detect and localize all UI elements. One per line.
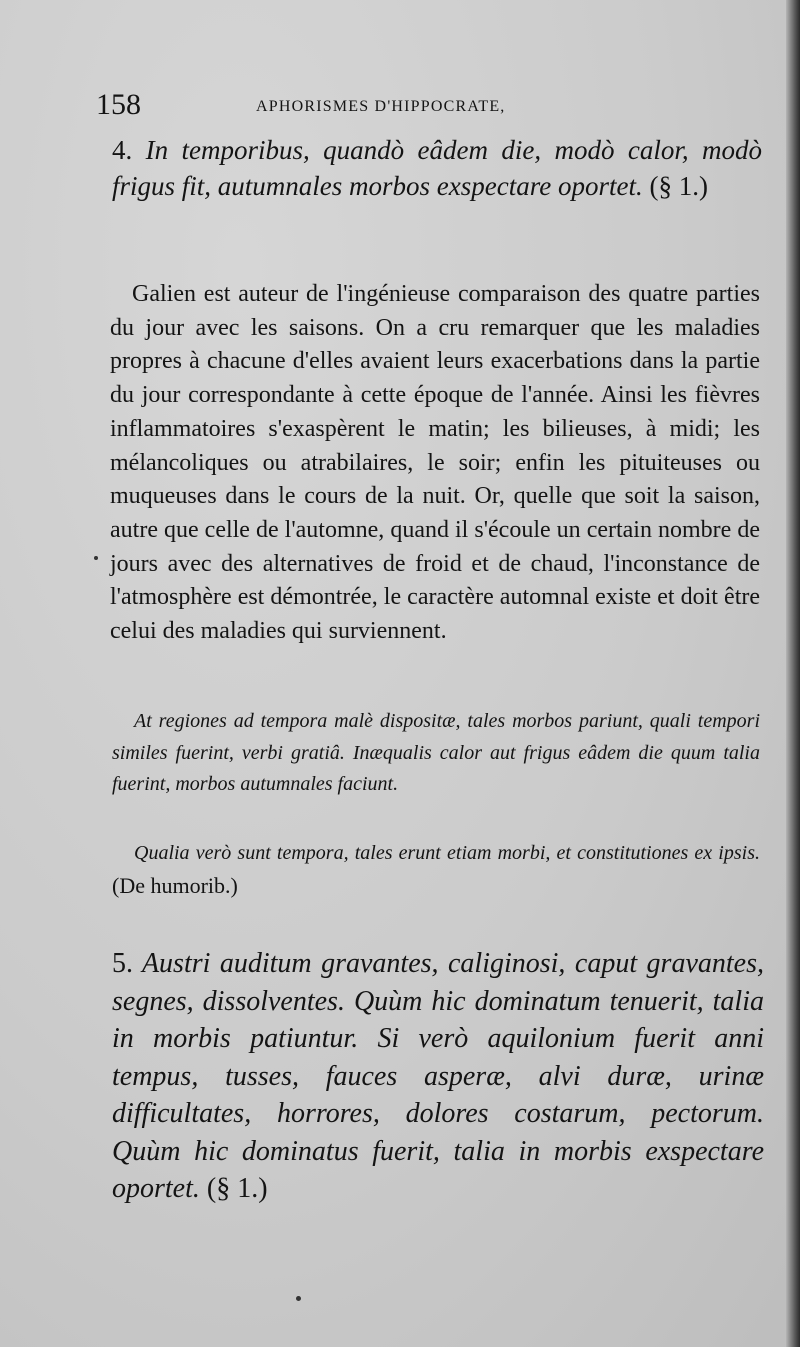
aphorism-number: 5. — [112, 948, 133, 979]
aphorism-number: 4. — [112, 135, 133, 165]
aphorism-text: In temporibus, quandò eâdem die, modò calor, modò frigus fit, autumnales morbos exspectare oportet. — [112, 135, 762, 201]
aphorism-reference: (§ 1.) — [649, 171, 708, 201]
ink-speck — [296, 1296, 301, 1301]
quote-source: (De humorib.) — [112, 872, 238, 898]
page-header — [96, 88, 656, 128]
commentary — [110, 278, 760, 649]
aphorism-reference: (§ 1.) — [206, 1173, 268, 1204]
latin-quote-2 — [112, 838, 760, 903]
quote-paragraph — [112, 838, 760, 903]
running-head: APHORISMES D'HIPPOCRATE, — [256, 98, 506, 115]
aphorism-5 — [112, 945, 764, 1208]
aphorism-4 — [112, 132, 762, 204]
commentary-paragraph: Galien est auteur de l'ingénieuse comparaison des quatre parties du jour avec les saisons. On a cru remarquer que les maladies propres à chacune d'elles avaient leurs exacerbations dans la partie du jour correspondante à cette époque de l'année. Ainsi les fièvres inflammatoires s'exaspèrent le matin; les bilieuses, à midi; les mélancoliques ou atrabilaires, le soir; enfin les pituiteuses ou muqueuses dans le cours de la nuit. Or, quelle que soit la saison, autre que celle de l'automne, quand il s'écoule un certain nombre de jours avec des alternatives de froid et de chaud, l'inconstance de l'atmosphère est démontrée, le caractère automnal existe et doit être celui des maladies qui surviennent. — [110, 281, 760, 645]
quote-text: Qualia verò sunt tempora, tales erunt etiam morbi, et constitutiones ex ipsis. — [134, 842, 760, 864]
aphorism-text: Austri auditum gravantes, caliginosi, caput gravantes, segnes, dissolventes. Quùm hic dominatum tenuerit, talia in morbis patiuntur. Si verò aquilonium fuerit anni tempus, tusses, fauces asperæ, alvi duræ, urinæ difficultates, horrores, dolores costarum, pectorum. Quùm hic dominatus fuerit, talia in morbis exspectare oportet. — [112, 948, 764, 1204]
latin-quote-1 — [112, 706, 760, 801]
quote-text: At regiones ad tempora malè dispositæ, tales morbos pariunt, quali tempori similes fuerint, verbi gratiâ. Inæqualis calor aut frigus eâdem die quum talia fuerint, morbos autumnales faciunt. — [112, 710, 760, 795]
page-edge-shadow — [786, 0, 800, 1347]
ink-speck — [94, 556, 98, 560]
page-number: 158 — [96, 88, 141, 121]
